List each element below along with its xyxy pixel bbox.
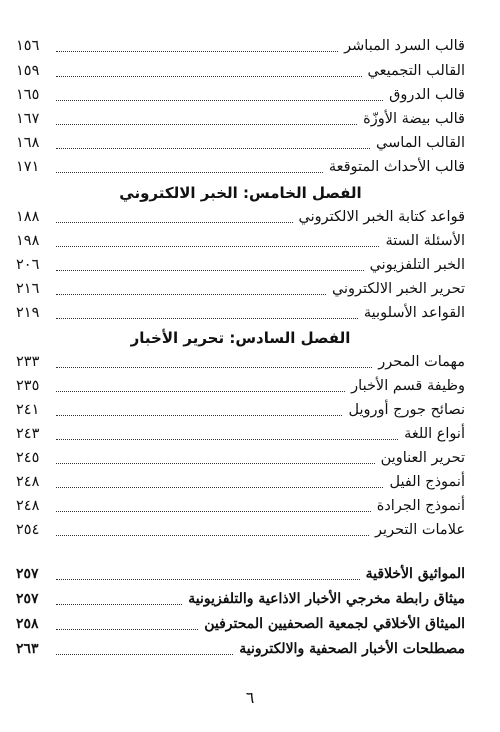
- chapter-heading: الفصل الخامس: الخبر الالكتروني: [119, 184, 362, 202]
- toc-entry-page: ٢٥٧: [16, 591, 39, 607]
- toc-entry-title: أنموذج الجرادة: [376, 498, 465, 514]
- toc-entry: [16, 447, 465, 469]
- leader-dots: [56, 367, 372, 368]
- leader-dots: [56, 391, 345, 392]
- toc-entry-title: قالب السرد المباشر: [344, 38, 465, 54]
- toc-entry-page: ٢٥٤: [16, 522, 40, 538]
- leader-dots: [56, 604, 182, 605]
- toc-entry-page: ٢٥٧: [16, 566, 39, 582]
- toc-entry: [16, 108, 465, 130]
- leader-dots: [56, 415, 342, 416]
- toc-entry-title: القواعد الأسلوبية: [363, 305, 465, 321]
- toc-entry-title: قالب بيضة الأوزّة: [363, 111, 465, 127]
- leader-dots: [56, 222, 293, 223]
- toc-entry-page: ٢٤٣: [16, 426, 40, 442]
- toc-entry-title: وظيفة قسم الأخبار: [351, 378, 465, 394]
- toc-entry-page: ١٦٥: [16, 87, 40, 103]
- leader-dots: [56, 579, 360, 580]
- toc-entry-page: ٢١٦: [16, 281, 40, 297]
- leader-dots: [56, 246, 379, 247]
- leader-dots: [56, 487, 383, 488]
- leader-dots: [56, 51, 338, 52]
- toc-entry-title: ميثاق رابطة مخرجي الأخبار الاذاعية والتلفزيونية: [188, 591, 465, 607]
- leader-dots: [56, 629, 198, 630]
- leader-dots: [56, 76, 362, 77]
- toc-entry-title: مصطلحات الأخبار الصحفية والالكترونية: [239, 641, 465, 657]
- leader-dots: [56, 654, 233, 655]
- toc-entry-title: الأسئلة الستة: [385, 233, 465, 249]
- leader-dots: [56, 535, 369, 536]
- toc-entry-page: ١٧١: [16, 159, 40, 175]
- leader-dots: [56, 511, 371, 512]
- toc-entry-title: تحرير العناوين: [380, 450, 465, 466]
- toc-entry-page: ٢٤٨: [16, 498, 40, 514]
- toc-entry: [16, 495, 465, 517]
- toc-entry-page: ١٥٩: [16, 63, 40, 79]
- leader-dots: [56, 270, 364, 271]
- toc-entry-page: ٢٠٦: [16, 257, 40, 273]
- chapter-heading: الفصل السادس: تحرير الأخبار: [130, 329, 351, 347]
- toc-entry-title: تحرير الخبر الالكتروني: [331, 281, 465, 297]
- leader-dots: [56, 172, 323, 173]
- toc-entry-title: الميثاق الأخلاقي لجمعية الصحفيين المحترفين: [204, 616, 465, 632]
- toc-entry-title: قالب الأحداث المتوقعة: [328, 159, 465, 175]
- toc-entry: [16, 230, 465, 252]
- toc-entry-title: المواثيق الأخلاقية: [365, 566, 465, 582]
- toc-entry-title: علامات التحرير: [375, 522, 465, 538]
- toc-entry: [16, 156, 465, 178]
- toc-entry: [16, 84, 465, 106]
- toc-entry: [16, 60, 465, 82]
- toc-entry-title: نصائح جورج أورويل: [348, 402, 465, 418]
- toc-entry-page: ١٩٨: [16, 233, 40, 249]
- toc-entry: [16, 588, 465, 610]
- toc-entry: [16, 613, 465, 635]
- page-number: ٦: [245, 688, 255, 707]
- toc-entry: [16, 302, 465, 324]
- toc-entry: [16, 351, 465, 373]
- leader-dots: [56, 294, 326, 295]
- toc-entry-page: ١٦٨: [16, 135, 40, 151]
- toc-entry-page: ٢٣٥: [16, 378, 40, 394]
- toc-entry: [16, 399, 465, 421]
- toc-entry-page: ٢٤٥: [16, 450, 40, 466]
- toc-entry-title: قواعد كتابة الخبر الالكتروني: [298, 209, 465, 225]
- toc-entry-page: ١٦٧: [16, 111, 40, 127]
- toc-entry-page: ٢٥٨: [16, 616, 39, 632]
- toc-entry-page: ٢٤٨: [16, 474, 40, 490]
- leader-dots: [56, 148, 370, 149]
- toc-entry-page: ١٥٦: [16, 38, 40, 54]
- toc-entry-page: ١٨٨: [16, 209, 40, 225]
- toc-entry-page: ٢٦٣: [16, 641, 39, 657]
- toc-entry-page: ٢٤١: [16, 402, 40, 418]
- toc-entry-title: القالب التجميعي: [367, 63, 465, 79]
- leader-dots: [56, 100, 383, 101]
- toc-entry: [16, 423, 465, 445]
- toc-entry-title: قالب الدروق: [389, 87, 465, 103]
- leader-dots: [56, 463, 375, 464]
- toc-entry-title: أنواع اللغة: [404, 426, 465, 442]
- toc-entry: [16, 471, 465, 493]
- toc-entry-title: الخبر التلفزيوني: [369, 257, 465, 273]
- toc-entry: [16, 35, 465, 57]
- leader-dots: [56, 318, 358, 319]
- leader-dots: [56, 439, 398, 440]
- toc-entry-title: القالب الماسي: [376, 135, 465, 151]
- toc-entry-title: مهمات المحرر: [378, 354, 465, 370]
- toc-entry-page: ٢١٩: [16, 305, 40, 321]
- toc-entry: [16, 206, 465, 228]
- toc-entry: [16, 278, 465, 300]
- toc-entry: [16, 254, 465, 276]
- toc-entry-title: أنموذج الفيل: [389, 474, 465, 490]
- toc-entry: [16, 375, 465, 397]
- toc-entry: [16, 132, 465, 154]
- toc-entry: [16, 563, 465, 585]
- toc-entry: [16, 519, 465, 541]
- leader-dots: [56, 124, 357, 125]
- toc-entry: [16, 638, 465, 660]
- toc-entry-page: ٢٣٣: [16, 354, 40, 370]
